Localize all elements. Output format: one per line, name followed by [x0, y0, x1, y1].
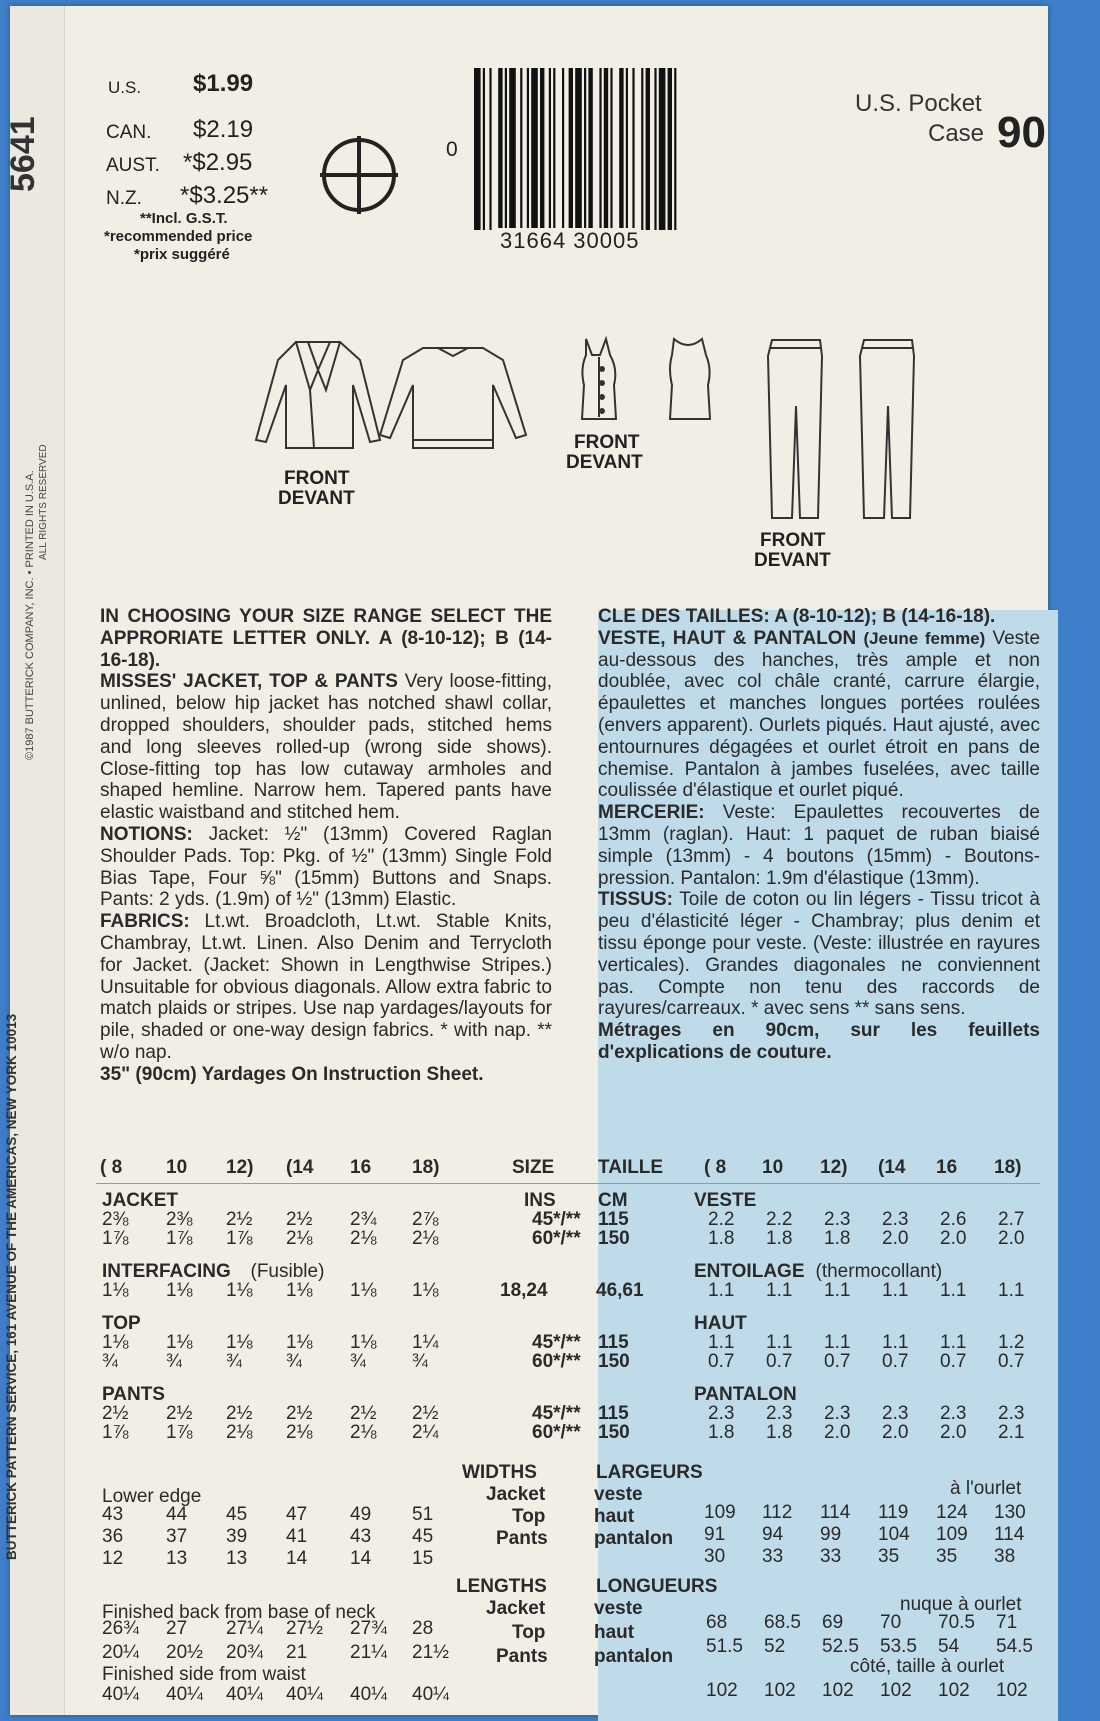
taille-header-cell: 16	[936, 1157, 958, 1178]
largeur-cell: 104	[878, 1524, 910, 1545]
metrage-cell: 1.1	[708, 1332, 735, 1353]
width-cell: 45	[226, 1504, 248, 1525]
width-cell: 43	[350, 1526, 372, 1547]
top-devant-label: DEVANT	[566, 452, 643, 473]
english-notions	[100, 824, 552, 911]
largeur-cell: 38	[994, 1546, 1016, 1567]
crosshair-icon	[318, 134, 400, 216]
metrage-cell: 1.1	[940, 1332, 967, 1353]
width-ins-cell: 45*/**	[532, 1209, 581, 1230]
lengths-sub-en-2: Finished side from waist	[102, 1664, 306, 1685]
english-fabrics	[100, 911, 552, 1064]
longueur-cell: 70.5	[938, 1612, 975, 1633]
yardage-cell: 1⅛	[166, 1332, 193, 1353]
metrage-cell: 2.6	[940, 1209, 967, 1230]
yardage-cell: ¾	[350, 1351, 366, 1372]
lengths-sub-fr-1: nuque à ourlet	[900, 1594, 1022, 1615]
section-fr-label-suffix: (thermocollant)	[815, 1261, 943, 1282]
taille-header-cell: 18)	[994, 1157, 1022, 1178]
yardage-cell: 2⅞	[412, 1209, 439, 1230]
yardage-cell: 2¾	[350, 1209, 377, 1230]
width-ins-cell: 18,24	[500, 1280, 548, 1301]
french-tissus-label: TISSUS:	[598, 889, 673, 911]
yardage-cell: 2⅜	[102, 1209, 129, 1230]
longueur-cell: 52.5	[822, 1636, 859, 1657]
french-size-intro: CLE DES TAILLES: A (8-10-12); B (14-16-18).	[598, 606, 996, 627]
size-header-cell: 18)	[412, 1157, 440, 1178]
spine-rights: ALL RIGHTS RESERVED	[38, 444, 49, 560]
jacket-devant-label: DEVANT	[278, 488, 355, 509]
yardage-cell: 2⅛	[412, 1228, 439, 1249]
metrage-cell: 2.0	[998, 1228, 1025, 1249]
yardage-cell: 2⅛	[350, 1422, 377, 1443]
case-number: 90	[997, 108, 1046, 157]
price-note-gst: **Incl. G.S.T.	[140, 210, 228, 227]
length-cell: 40¼	[412, 1684, 449, 1705]
case-label-line2: Case	[928, 120, 985, 147]
width-cell: 39	[226, 1526, 248, 1547]
metrage-cell: 2.1	[998, 1422, 1025, 1443]
yardage-cell: 2½	[350, 1403, 377, 1424]
width-cell: 13	[226, 1548, 248, 1569]
metrage-cell: 1.8	[824, 1228, 851, 1249]
metrage-cell: 1.1	[824, 1332, 851, 1353]
widths-row-label: Pants	[496, 1528, 548, 1549]
yardage-cell: 2½	[412, 1403, 439, 1424]
english-description-text: Very loose-fitting, unlined, below hip jacket has notched shawl collar, dropped shoulders, shoulder pads, stitched hems and long sleeves rolled-up (wrong side shows). Close-fitting top has low cutaway armholes and shaped hemline. Narrow hem. Tapered pants have elastic waistband and stitched hem.	[100, 671, 552, 824]
yardage-cell: 2½	[226, 1403, 253, 1424]
yardage-cell: 1⅛	[102, 1280, 129, 1301]
largeurs-row-label: veste	[594, 1484, 643, 1505]
taille-label: TAILLE	[598, 1157, 664, 1178]
width-ins-cell: 60*/**	[532, 1351, 581, 1372]
width-cm-cell: 115	[598, 1332, 629, 1353]
largeurs-label: LARGEURS	[596, 1462, 703, 1483]
metrage-cell: 1.1	[998, 1280, 1025, 1301]
metrage-cell: 1.1	[708, 1280, 735, 1301]
price-country-us: U.S.	[108, 78, 142, 97]
lengths-sub-en-1: Finished back from base of neck	[102, 1602, 376, 1623]
metrage-cell: 1.1	[882, 1332, 909, 1353]
length-cell: 21½	[412, 1642, 449, 1663]
width-cell: 15	[412, 1548, 434, 1569]
length-cell: 27	[166, 1618, 188, 1639]
metrage-cell: 2.0	[882, 1422, 909, 1443]
price-nz: *$3.25**	[180, 182, 269, 209]
metrage-cell: 2.3	[998, 1403, 1025, 1424]
longueur-cell: 69	[822, 1612, 844, 1633]
longueurs-row-label: pantalon	[594, 1646, 674, 1667]
longueur-cell: 102	[706, 1680, 738, 1701]
width-ins-cell: 45*/**	[532, 1332, 581, 1353]
price-country-nz: N.Z.	[106, 188, 142, 209]
metrage-cell: 2.3	[708, 1403, 735, 1424]
widths-row-label: Top	[512, 1506, 546, 1527]
width-cm-cell: 115	[598, 1403, 629, 1424]
longueur-cell: 68.5	[764, 1612, 801, 1633]
metrage-cell: 0.7	[824, 1351, 851, 1372]
english-fabrics-text: Lt.wt. Broadcloth, Lt.wt. Stable Knits, Chambray, Lt.wt. Linen. Also Denim and Terrycloth for Jacket. (Jacket: Shown in Lengthwise Stripes.) Unsuitable for obvious diagonals. Allow extra fabric to match plaids or stripes. Use nap yardages/layouts for pile, shaded or one-way design fabrics. * with nap. ** w/o nap.	[100, 911, 552, 1063]
yardage-cell: 2½	[166, 1403, 193, 1424]
yardage-cell: 2⅛	[286, 1422, 313, 1443]
yardage-cell: 2⅛	[350, 1228, 377, 1249]
yardage-cell: 2½	[286, 1403, 313, 1424]
barcode-left-digit: 0	[446, 138, 458, 161]
length-cell: 40¼	[102, 1684, 139, 1705]
english-description	[100, 671, 552, 824]
yardage-cell: 2⅛	[226, 1422, 253, 1443]
largeurs-row-label: haut	[594, 1506, 635, 1527]
largeur-cell: 124	[936, 1502, 968, 1523]
length-cell: 27¾	[350, 1618, 387, 1639]
length-cell: 40¼	[350, 1684, 387, 1705]
size-label: SIZE	[512, 1157, 555, 1178]
top-illustration	[578, 335, 718, 425]
longueur-cell: 68	[706, 1612, 728, 1633]
yardage-cell: 2½	[102, 1403, 129, 1424]
french-yardage-note: Métrages en 90cm, sur les feuillets d'explications de couture.	[598, 1020, 1040, 1063]
longueurs-label: LONGUEURS	[596, 1576, 718, 1597]
largeurs-row-label: pantalon	[594, 1528, 674, 1549]
metrage-cell: 0.7	[998, 1351, 1025, 1372]
width-cell: 41	[286, 1526, 308, 1547]
metrage-cell: 1.8	[708, 1228, 735, 1249]
longueur-cell: 53.5	[880, 1636, 917, 1657]
longueur-cell: 102	[822, 1680, 854, 1701]
metrage-cell: 1.1	[882, 1280, 909, 1301]
longueurs-row-label: veste	[594, 1598, 643, 1619]
cm-label: CM	[598, 1190, 628, 1211]
price-aust: *$2.95	[183, 149, 253, 176]
metrage-cell: 1.1	[766, 1332, 793, 1353]
french-description-text: Veste au-dessous des hanches, très ample et non doublée, avec col châle cranté, carrure élargie, épaulettes et manches longues portées roulées (envers apparent). Ourlets piqués. Haut ajusté, avec entournures dégagées et ourlet étroit en pans de chemise. Pantalon à jambes fuselées, avec taille coulissée d'élastique et ourlet piqué.	[598, 627, 1041, 802]
section-label: TOP	[102, 1313, 141, 1334]
lengths-label: LENGTHS	[456, 1576, 547, 1597]
french-description-block	[598, 606, 1040, 1064]
yardage-cell: 1¼	[412, 1332, 439, 1353]
largeur-cell: 35	[936, 1546, 958, 1567]
largeur-cell: 109	[704, 1502, 736, 1523]
metrage-cell: 2.3	[824, 1403, 851, 1424]
metrage-cell: 1.1	[940, 1280, 967, 1301]
lengths-row-label: Jacket	[486, 1598, 546, 1619]
lengths-row-label: Pants	[496, 1646, 548, 1667]
english-notions-text: Jacket: ½" (13mm) Covered Raglan Shoulder Pads. Top: Pkg. of ½" (13mm) Single Fold Bias Tape, Four ⅝" (15mm) Buttons and Snaps. Pants: 2 yds. (1.9m) of ½" (13mm) Elastic.	[100, 823, 552, 911]
largeur-cell: 91	[704, 1524, 726, 1545]
width-cell: 13	[166, 1548, 188, 1569]
yardage-cell: 1⅛	[286, 1280, 313, 1301]
english-title: MISSES' JACKET, TOP & PANTS	[100, 671, 398, 693]
barcode-numbers: 31664 30005	[500, 228, 640, 253]
yardage-cell: 1⅞	[102, 1228, 129, 1249]
metrage-cell: 2.0	[824, 1422, 851, 1443]
pants-devant-label: DEVANT	[754, 550, 831, 571]
largeur-cell: 119	[878, 1502, 909, 1523]
spine-copyright: ©1987 BUTTERICK COMPANY, INC. • PRINTED IN U.S.A.	[24, 470, 36, 760]
length-cell: 21	[286, 1642, 308, 1663]
longueur-cell: 51.5	[706, 1636, 743, 1657]
french-tissus-text: Toile de coton ou lin légers - Tissu tricot à peu d'élasticité léger - Chambray; plus denim et tissu éponge pour veste. (Veste: illustrée en rayures verticales). Grandes diagonales ne conviennent pas. Compte non tenu des raccords de rayures/carreaux. * avec sens ** sans sens.	[598, 889, 1040, 1020]
top-front-label: FRONT	[574, 432, 640, 453]
price-note-recommended: *recommended price	[104, 228, 253, 245]
largeur-cell: 114	[820, 1502, 851, 1523]
french-tissus	[598, 889, 1040, 1020]
yardage-cell: ¾	[286, 1351, 302, 1372]
length-cell: 40¼	[286, 1684, 323, 1705]
yardage-cell: 1⅞	[166, 1422, 193, 1443]
length-cell: 20½	[166, 1642, 203, 1663]
metrage-cell: 2.0	[940, 1228, 967, 1249]
metrage-cell: 2.3	[824, 1209, 851, 1230]
metrage-cell: 2.7	[998, 1209, 1025, 1230]
yardage-cell: 1⅞	[102, 1422, 129, 1443]
width-cm-cell: 46,61	[596, 1280, 644, 1301]
size-header-cell: 10	[166, 1157, 188, 1178]
metrage-cell: 2.0	[940, 1422, 967, 1443]
largeur-cell: 30	[704, 1546, 726, 1567]
pants-illustration	[760, 336, 920, 522]
width-ins-cell: 60*/**	[532, 1422, 581, 1443]
metrage-cell: 1.2	[998, 1332, 1025, 1353]
length-cell: 40¼	[166, 1684, 203, 1705]
metrage-cell: 0.7	[766, 1351, 793, 1372]
length-cell: 21¼	[350, 1642, 387, 1663]
longueurs-row-label: haut	[594, 1622, 635, 1643]
metrage-cell: 0.7	[708, 1351, 735, 1372]
yardage-cell: 2⅛	[286, 1228, 313, 1249]
yardage-cell: ¾	[412, 1351, 428, 1372]
yardage-cell: 1⅛	[226, 1280, 253, 1301]
jacket-illustration	[248, 330, 538, 455]
widths-row-label: Jacket	[486, 1484, 546, 1505]
length-cell: 40¼	[226, 1684, 263, 1705]
french-title: VESTE, HAUT & PANTALON	[598, 627, 857, 649]
largeur-cell: 94	[762, 1524, 784, 1545]
metrage-cell: 2.2	[766, 1209, 793, 1230]
size-header-cell: 16	[350, 1157, 372, 1178]
yardage-cell: 2½	[286, 1209, 313, 1230]
yardage-cell: 1⅛	[102, 1332, 129, 1353]
chart-header-rule	[96, 1183, 1040, 1184]
french-mercerie	[598, 802, 1040, 889]
barcode	[470, 68, 690, 238]
french-mercerie-label: MERCERIE:	[598, 802, 705, 824]
length-cell: 28	[412, 1618, 434, 1639]
section-fr-label: HAUT	[694, 1313, 747, 1334]
yardage-cell: 1⅞	[226, 1228, 253, 1249]
largeur-cell: 33	[762, 1546, 784, 1567]
length-cell: 20¼	[102, 1642, 139, 1663]
width-cm-cell: 115	[598, 1209, 629, 1230]
price-country-aust: AUST.	[106, 155, 160, 176]
length-cell: 27¼	[226, 1618, 263, 1639]
widths-label: WIDTHS	[462, 1462, 537, 1483]
taille-header-cell: (14	[878, 1157, 906, 1178]
width-ins-cell: 60*/**	[532, 1228, 581, 1249]
yardage-cell: 1⅛	[286, 1332, 313, 1353]
price-note-suggere: *prix suggéré	[134, 246, 230, 263]
longueur-cell: 102	[880, 1680, 912, 1701]
section-fr-label: PANTALON	[694, 1384, 797, 1405]
largeur-cell: 114	[994, 1524, 1025, 1545]
yardage-cell: 1⅛	[412, 1280, 439, 1301]
yardage-cell: 1⅛	[350, 1332, 377, 1353]
width-cm-cell: 150	[598, 1351, 630, 1372]
metrage-cell: 2.0	[882, 1228, 909, 1249]
size-header-cell: (14	[286, 1157, 314, 1178]
case-label-line1: U.S. Pocket	[855, 90, 982, 117]
metrage-cell: 1.8	[708, 1422, 735, 1443]
english-fabrics-label: FABRICS:	[100, 911, 190, 933]
longueur-cell: 102	[938, 1680, 970, 1701]
french-title-note: (Jeune femme)	[863, 628, 986, 648]
largeur-cell: 35	[878, 1546, 900, 1567]
width-cm-cell: 150	[598, 1228, 630, 1249]
metrage-cell: 0.7	[940, 1351, 967, 1372]
length-cell: 27½	[286, 1618, 323, 1639]
yardage-cell: 1⅞	[166, 1228, 193, 1249]
english-description-block	[100, 606, 552, 1086]
price-country-can: CAN.	[106, 122, 152, 143]
largeur-cell: 109	[936, 1524, 968, 1545]
widths-sub-en: Lower edge	[102, 1486, 202, 1507]
metrage-cell: 2.3	[882, 1209, 909, 1230]
width-cell: 45	[412, 1526, 434, 1547]
width-cell: 51	[412, 1504, 434, 1525]
width-ins-cell: 45*/**	[532, 1403, 581, 1424]
french-mercerie-text: Veste: Epaulettes recouvertes de 13mm (raglan). Haut: 1 paquet de ruban biaisé simple (13mm) - 4 boutons (15mm) - Boutons-pression. Pantalon: 1.9m d'élastique (13mm).	[598, 802, 1040, 889]
taille-header-cell: ( 8	[704, 1157, 727, 1178]
spine-address: BUTTERICK PATTERN SERVICE, 161 AVENUE OF THE AMERICAS, NEW YORK 10013	[4, 1013, 19, 1560]
size-header-cell: ( 8	[100, 1157, 123, 1178]
longueur-cell: 102	[996, 1680, 1028, 1701]
size-header-cell: 12)	[226, 1157, 254, 1178]
yardage-cell: 2⅜	[166, 1209, 193, 1230]
metrage-cell: 0.7	[882, 1351, 909, 1372]
pants-front-label: FRONT	[760, 530, 826, 551]
jacket-front-label: FRONT	[284, 468, 350, 489]
longueur-cell: 54.5	[996, 1636, 1033, 1657]
width-cell: 49	[350, 1504, 372, 1525]
pattern-number: 5641	[4, 116, 42, 192]
metrage-cell: 1.1	[766, 1280, 793, 1301]
taille-header-cell: 10	[762, 1157, 784, 1178]
width-cell: 44	[166, 1504, 188, 1525]
section-label-suffix: (Fusible)	[250, 1261, 325, 1282]
section-label: INTERFACING	[102, 1261, 231, 1282]
largeur-cell: 99	[820, 1524, 842, 1545]
width-cell: 43	[102, 1504, 124, 1525]
yardage-cell: 1⅛	[350, 1280, 377, 1301]
english-size-intro: IN CHOOSING YOUR SIZE RANGE SELECT THE APPRORIATE LETTER ONLY. A (8-10-12); B (14-16-18).	[100, 606, 552, 671]
price-us: $1.99	[193, 70, 254, 97]
lengths-row-label: Top	[512, 1622, 546, 1643]
section-fr-label: ENTOILAGE	[694, 1261, 805, 1282]
yardage-cell: ¾	[102, 1351, 118, 1372]
width-cell: 36	[102, 1526, 124, 1547]
english-yardage-note: 35" (90cm) Yardages On Instruction Sheet.	[100, 1063, 484, 1085]
metrage-cell: 2.2	[708, 1209, 735, 1230]
width-cm-cell: 150	[598, 1422, 630, 1443]
price-can: $2.19	[193, 116, 254, 143]
section-fr-label: VESTE	[694, 1190, 757, 1211]
section-label: PANTS	[102, 1384, 165, 1405]
width-cell: 14	[286, 1548, 308, 1569]
metrage-cell: 1.1	[824, 1280, 851, 1301]
yardage-cell: 2¼	[412, 1422, 439, 1443]
yardage-cell: 1⅛	[166, 1280, 193, 1301]
metrage-cell: 1.8	[766, 1228, 793, 1249]
taille-header-cell: 12)	[820, 1157, 848, 1178]
ins-label: INS	[524, 1190, 556, 1211]
width-cell: 37	[166, 1526, 188, 1547]
metrage-cell: 1.8	[766, 1422, 793, 1443]
largeur-cell: 33	[820, 1546, 842, 1567]
width-cell: 12	[102, 1548, 124, 1569]
largeur-cell: 130	[994, 1502, 1026, 1523]
yardage-cell: ¾	[166, 1351, 182, 1372]
longueur-cell: 52	[764, 1636, 786, 1657]
longueur-cell: 71	[996, 1612, 1018, 1633]
length-cell: 20¾	[226, 1642, 263, 1663]
longueur-cell: 54	[938, 1636, 960, 1657]
longueur-cell: 102	[764, 1680, 796, 1701]
english-notions-label: NOTIONS:	[100, 823, 193, 845]
longueur-cell: 70	[880, 1612, 902, 1633]
yardage-cell: 1⅛	[226, 1332, 253, 1353]
length-cell: 26¾	[102, 1618, 139, 1639]
yardage-cell: ¾	[226, 1351, 242, 1372]
metrage-cell: 2.3	[940, 1403, 967, 1424]
width-cell: 14	[350, 1548, 372, 1569]
largeur-cell: 112	[762, 1502, 793, 1523]
french-description	[598, 628, 1040, 802]
metrage-cell: 2.3	[766, 1403, 793, 1424]
lengths-sub-fr-2: côté, taille à ourlet	[850, 1656, 1005, 1677]
section-label: JACKET	[102, 1190, 179, 1211]
metrage-cell: 2.3	[882, 1403, 909, 1424]
width-cell: 47	[286, 1504, 308, 1525]
yardage-cell: 2½	[226, 1209, 253, 1230]
widths-sub-fr: à l'ourlet	[950, 1478, 1022, 1499]
